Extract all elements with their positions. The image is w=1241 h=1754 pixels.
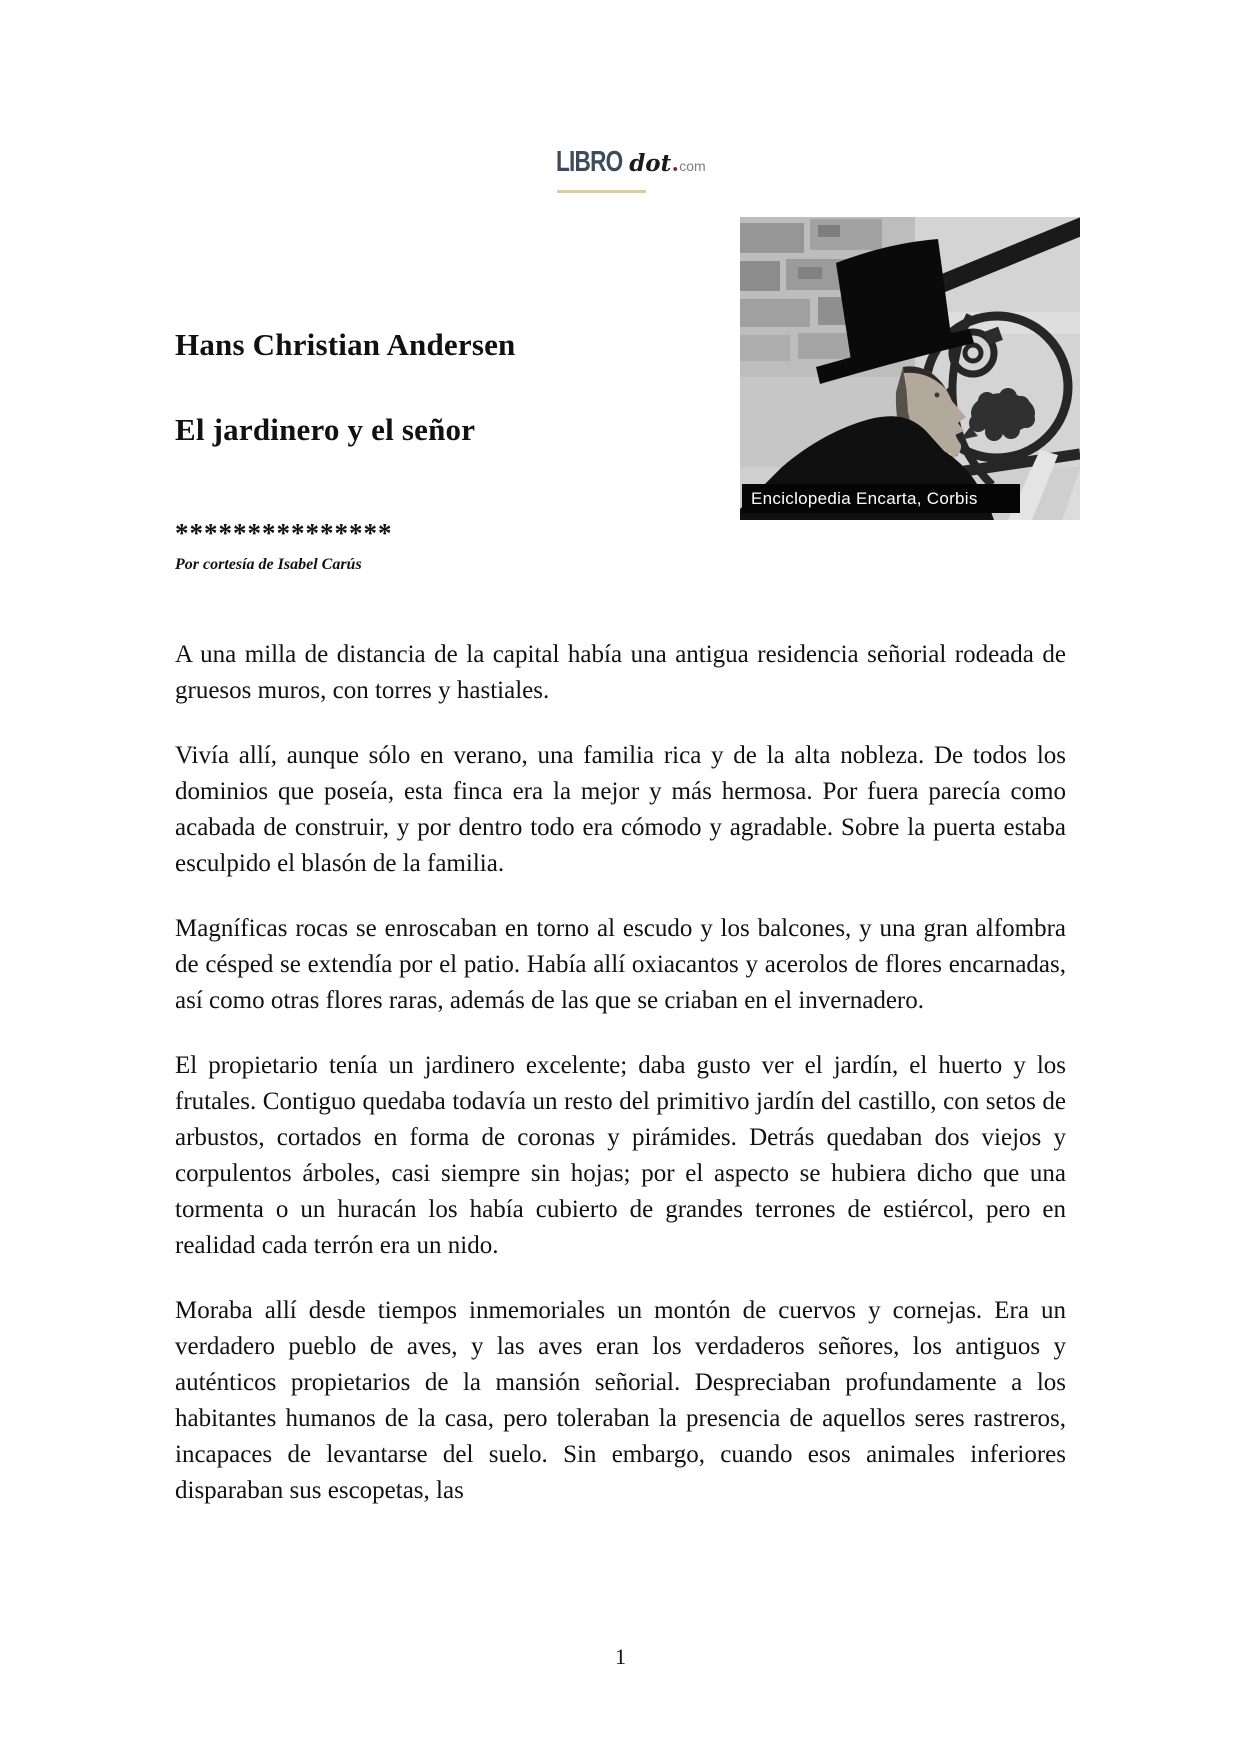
andersen-portrait-illustration xyxy=(740,217,1080,520)
body-paragraph: Vivía allí, aunque sólo en verano, una familia rica y de la alta nobleza. De todos los dominios que poseía, esta finca era la mejor y más hermosa. Por fuera parecía como acabada de construir, y por dentro todo era cómodo y agradable. Sobre la puerta estaba esculpido el blasón de la familia. xyxy=(175,742,1066,877)
courtesy-note: Por cortesía de Isabel Carús xyxy=(175,556,362,573)
asterisk-separator: *************** xyxy=(175,518,393,548)
logo-red-dot-separator: . xyxy=(672,151,679,177)
logo-com-text: com xyxy=(679,158,706,174)
body-paragraph: A una milla de distancia de la capital había una antigua residencia señorial rodeada de gruesos muros, con torres y hastiales. xyxy=(175,641,1066,704)
body-paragraph: Magníficas rocas se enroscaban en torno al escudo y los balcones, y una gran alfombra de césped se extendía por el patio. Había allí oxiacantos y acerolos de flores encarnadas, así como otras flores raras, además de las que se criaban en el invernadero. xyxy=(175,915,1066,1014)
logo-dot-text: dot xyxy=(629,150,672,177)
andersen-portrait-photo xyxy=(740,217,1080,520)
story-body xyxy=(175,637,1066,1538)
page-number: 1 xyxy=(615,1644,626,1669)
photo-caption: Enciclopedia Encarta, Corbis xyxy=(742,484,1020,513)
logo-underline-rule xyxy=(557,190,646,193)
librodot-logo xyxy=(556,146,706,179)
body-paragraph: Moraba allí desde tiempos inmemoriales un montón de cuervos y cornejas. Era un verdadero pueblo de aves, y las aves eran los verdaderos señores, los antiguos y auténticos propietarios de la mansión señorial. Despreciaban profundamente a los habitantes humanos de la casa, pero toleraban la presencia de aquellos seres rastreros, incapaces de levantarse del suelo. Sin embargo, cuando esos animales inferiores disparaban sus escopetas, las xyxy=(175,1297,1066,1504)
logo-libro-text: LIBRO xyxy=(556,146,623,178)
story-title-heading: El jardinero y el señor xyxy=(175,412,476,447)
author-heading: Hans Christian Andersen xyxy=(175,327,516,362)
body-paragraph: El propietario tenía un jardinero excelente; daba gusto ver el jardín, el huerto y los frutales. Contiguo quedaba todavía un resto del primitivo jardín del castillo, con setos de arbustos, cortados en forma de coronas y pirámides. Detrás quedaban dos viejos y corpulentos árboles, casi siempre sin hojas; por el aspecto se hubiera dicho que una tormenta o un huracán los había cubierto de grandes terrones de estiércol, pero en realidad cada terrón era un nido. xyxy=(175,1052,1066,1259)
